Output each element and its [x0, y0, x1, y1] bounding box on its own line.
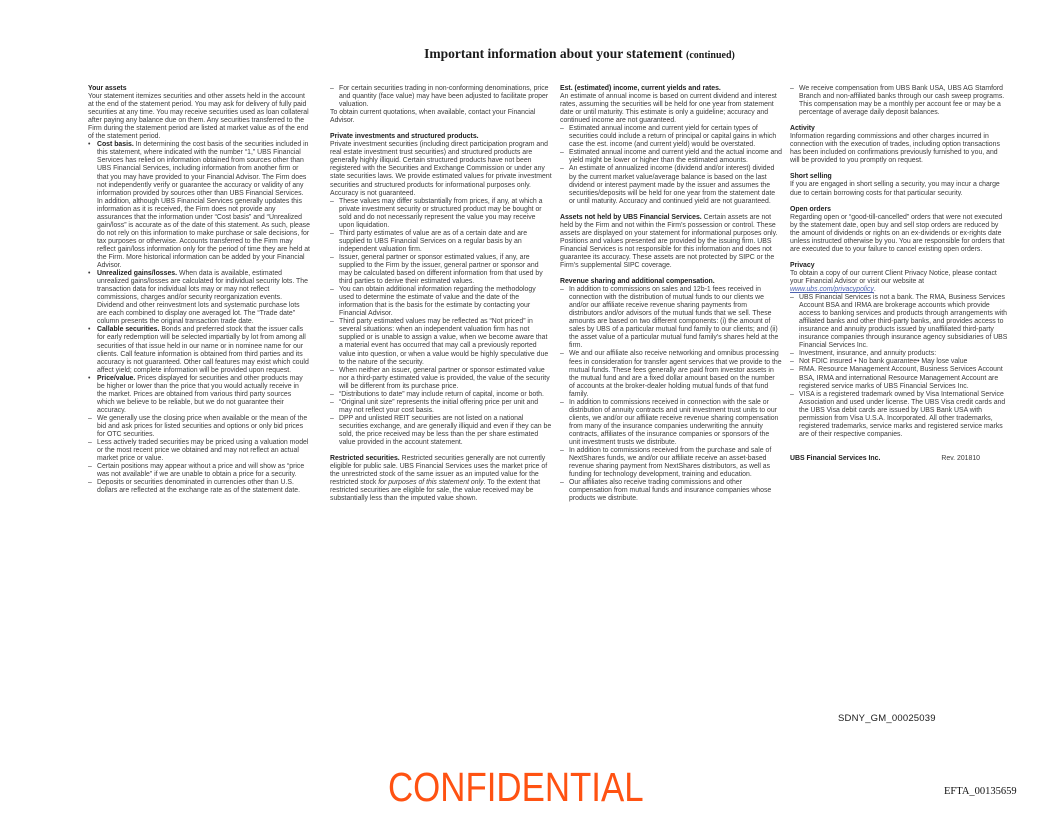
column-1: [88, 85, 310, 495]
text-run: These values may differ substantially from prices, if any, at which a private investment security or structured product may be bought or sold and do not necessarily represent the value you may receive upon liquidation.: [339, 197, 543, 229]
dash-marker: –: [330, 286, 334, 294]
section-heading: [790, 125, 1008, 133]
spacer: [330, 125, 552, 133]
dash-item: [330, 399, 552, 415]
text-run: Estimated annual income and current yield for certain types of securities could include a return of principal or capital gains in which case the est. income (and current yield) would be overstated.: [569, 125, 777, 149]
text-run: We receive compensation from UBS Bank USA, UBS AG Stamford Branch and non-affiliated banks through our cash sweep programs. This compensation may be a monthly per account fee or may be a percentage of average daily deposit balances.: [799, 85, 1005, 117]
text-run: Privacy: [790, 261, 815, 269]
text-run: Investment, insurance, and annuity products:: [799, 350, 937, 358]
dash-item: [88, 415, 310, 439]
paragraph: [88, 93, 310, 141]
bullet-marker: •: [88, 326, 91, 334]
page-title: [88, 46, 1039, 62]
text-run: Less actively traded securities may be priced using a valuation model or the most recent price we obtained and may not reflect an actual market price or value.: [97, 439, 309, 463]
text-run: Regarding open or “good-till-cancelled” orders that were not executed by the statement date, open buy and sell stop orders are reduced by the amount of dividends or rights on an ex-dividends or ex-rights date unless instructed otherwise by you. You are responsible for orders that are executed due to your failure to cancel existing open orders.: [790, 213, 1005, 253]
text-run: .: [873, 285, 876, 293]
column-4: [790, 85, 1008, 463]
text-run: To obtain a copy of our current Client Privacy Notice, please contact your Financial Advisor or visit our website at: [790, 269, 997, 285]
text-run: Issuer, general partner or sponsor estimated values, if any, are supplied to the Firm by the issuer, general partner or sponsor and may be calculated based on different information from that used by third parties to derive their estimated values.: [339, 253, 543, 286]
text-run: DPP and unlisted REIT securities are not listed on a national securities exchange, and are generally illiquid and even if they can be sold, the price received may be less than the per share estimated value provided in the account statement.: [339, 414, 552, 447]
text-run: If you are engaged in short selling a security, you may incur a charge due to certain borrowing costs for that particular security.: [790, 181, 1000, 197]
dash-item: [330, 85, 552, 109]
dash-item: [330, 254, 552, 286]
bates-stamp-sdny: SDNY_GM_00025039: [838, 713, 936, 724]
text-run: Third party estimates of value are as of a certain date and are supplied to UBS Financial Services on a regular basis by an independent valuation firm.: [339, 229, 528, 253]
text-run: Restricted securities generally are not currently eligible for public sale. UBS Financial Services uses the market price of the unrestricted stock of the same issuer as an imputed value for the restricted stock: [330, 455, 548, 487]
dash-item: [790, 358, 1008, 366]
bold-lead: Cost basis.: [97, 141, 136, 149]
text-run: Your assets: [88, 85, 127, 92]
paragraph: [560, 214, 782, 270]
paragraph: [790, 133, 1008, 165]
column-3: [560, 85, 782, 503]
page-title-main: Important information about your statement: [424, 46, 683, 61]
bullet-item: [88, 270, 310, 326]
text-run: Open orders: [790, 205, 831, 213]
text-run: Information regarding commissions and other charges incurred in connection with the execution of trades, including option transactions has been included on confirmations previously furnished to you, and will be provided to you promptly on request.: [790, 133, 1000, 165]
dash-item: [330, 367, 552, 391]
text-run: . To the extent that restricted securities are eligible for sale, the value received may be substantially less than the imputed value shown.: [330, 479, 541, 503]
text-run: Private investments and structured products.: [330, 133, 479, 141]
dash-marker: –: [790, 294, 794, 302]
text-run: Certain positions may appear without a price and will show as “price was not available” if we are unable to obtain a price for a security.: [97, 463, 305, 479]
paragraph: [560, 93, 782, 125]
text-run: Not FDIC insured • No bank guarantee• May lose value: [799, 358, 968, 366]
bullet-item: [88, 326, 310, 374]
page-title-continued: (continued): [685, 50, 735, 61]
text-run: When neither an issuer, general partner or sponsor estimated value nor a third-party estimated value is provided, the value of the security will be different from its purchase price.: [339, 366, 550, 390]
text-run: In addition to commissions received in connection with the sale or distribution of annuity contracts and unit investment trust units to our clients, we and/or our affiliate receive revenue sharing compensation from many of the insurance companies underwriting the annuity contracts, affiliates of the insurance companies or sponsors of the unit investment trusts we distribute.: [569, 398, 779, 446]
dash-marker: –: [560, 447, 564, 455]
dash-marker: –: [88, 463, 92, 471]
privacy-policy-link[interactable]: www.ubs.com/privacypolicy: [790, 285, 874, 293]
confidential-watermark: CONFIDENTIAL: [388, 764, 644, 810]
text-run: UBS Financial Services is not a bank. The RMA, Business Services Account BSA and IRMA are brokerage accounts which provide access to banking services and products through arrangements with affiliated banks and other third-party banks, and provides access to insurance and annuity products issued by unaffiliated third-party insurance companies through insurance agency subsidiaries of UBS Financial Services Inc.: [799, 294, 1008, 350]
text-run: Prices displayed for securities and other products may be higher or lower than the price that you would actually receive in the market. Prices are obtained from various third party sources which we believe to be reliable, but we do not guarantee their accuracy.: [97, 374, 303, 414]
dash-item: [790, 366, 1008, 390]
text-run: When data is available, estimated unrealized gains/losses are calculated for individual security lots. The transaction data for individual lots may or may not reflect commissions, charges and/or security reorganization events. Dividend and other reinvestment lots and systematic purchase lots are each combined to display one averaged lot. The “Trade date” column presents the original transaction trade date.: [97, 270, 308, 326]
dash-marker: –: [560, 149, 564, 157]
spacer: [330, 447, 552, 455]
dash-marker: –: [88, 414, 92, 422]
bullet-item: [88, 375, 310, 415]
text-run: Est. (estimated) income, current yields and rates.: [560, 85, 721, 92]
dash-marker: –: [88, 479, 92, 487]
column-2: [330, 85, 552, 503]
text-run: Your statement itemizes securities and other assets held in the account at the end of the statement period. You may ask for delivery of fully paid securities at any time. You may receive securities used as loan collateral after paying any balance due on them. Any securities transferred to the Firm during the statement period are listed at market value as of the end of the statement period.: [88, 93, 309, 141]
dash-item: [560, 125, 782, 149]
spacer: [790, 447, 1008, 455]
bold-lead: Unrealized gains/losses.: [97, 270, 179, 278]
bold-lead: Restricted securities.: [330, 455, 402, 463]
dash-marker: –: [330, 253, 334, 261]
text-run: Deposits or securities denominated in currencies other than U.S. dollars are reflected at the exchange rate as of the statement date.: [97, 479, 301, 495]
dash-item: [330, 415, 552, 447]
dash-item: [790, 350, 1008, 358]
text-run: Third party estimated values may be reflected as “Not priced” in several situations: when an independent valuation firm has not supplied or is unable to assign a value, when we become aware that a material event has occurred that may call a previously reported value into question, or when a value would be highly speculative due to the nature of the security.: [339, 318, 549, 366]
bold-lead: Assets not held by UBS Financial Services.: [560, 213, 704, 221]
bold-lead: Price/value.: [97, 374, 138, 382]
footer-revision: Rev. 201810: [941, 454, 980, 462]
bullet-marker: •: [88, 270, 91, 278]
text-run: Bonds and preferred stock that the issuer calls for early redemption will be selected impartially by lot from among all securities of that issue held in our name or in nominee name for our clients. Call feature information is obtained from third parties and its accuracy is not guaranteed. Other call features may exist which could affect yield; complete information will be provided upon request.: [97, 326, 309, 374]
dash-marker: –: [560, 286, 564, 294]
dash-marker: –: [560, 125, 564, 133]
section-heading: [88, 85, 310, 93]
dash-item: [88, 479, 310, 495]
spacer: [790, 165, 1008, 173]
text-run: Estimated annual income and current yield and the actual income and yield might be lower or higher than the estimated amounts.: [569, 149, 782, 165]
dash-item: [88, 463, 310, 479]
dash-marker: –: [560, 350, 564, 358]
paragraph: [790, 270, 1008, 294]
column-footer: [790, 455, 1008, 463]
text-run: for purposes of this statement only: [378, 479, 484, 487]
dash-marker: –: [330, 85, 334, 92]
text-run: An estimate of annualized income (dividend and/or interest) divided by the current market value/average balance is based on the last dividend or interest payment made by the issuer and assumes the securities/deposits will be held for one year from the statement date or until maturity. Accuracy and continued yield are not guaranteed.: [569, 165, 776, 205]
section-heading: [330, 133, 552, 141]
text-run: “Distributions to date” may include return of capital, income or both.: [339, 390, 544, 398]
dash-item: [330, 318, 552, 366]
dash-marker: –: [790, 350, 794, 358]
section-heading: [790, 262, 1008, 270]
paragraph: [330, 455, 552, 503]
dash-marker: –: [790, 358, 794, 366]
section-heading: [790, 206, 1008, 214]
dash-item: [790, 85, 1008, 117]
paragraph: [790, 181, 1008, 197]
dash-item: [330, 286, 552, 318]
dash-marker: –: [330, 197, 334, 205]
dash-item: [560, 447, 782, 479]
text-run: An estimate of annual income is based on current dividend and interest rates, assuming the securities will be held for one year from statement date or until maturity. This estimate is only a guideline; accuracy and continued income are not guaranteed.: [560, 93, 777, 125]
text-run: We and our affiliate also receive networking and omnibus processing fees in consideration for transfer agent services that we provide to the mutual funds. These fees generally are paid from investor assets in the mutual fund and are a fixed dollar amount based on the number of accounts at the broker-dealer holding mutual funds of that fund family.: [569, 350, 782, 398]
dash-item: [560, 286, 782, 350]
dash-item: [88, 439, 310, 463]
text-run: To obtain current quotations, when available, contact your Financial Advisor.: [330, 109, 536, 125]
dash-item: [560, 149, 782, 165]
text-run: Our affiliates also receive trading commissions and other compensation from mutual funds and insurance companies whose products we distribute.: [569, 479, 772, 503]
spacer: [790, 254, 1008, 262]
bold-lead: Callable securities.: [97, 326, 162, 334]
dash-item: [790, 391, 1008, 439]
text-run: In addition to commissions received from the purchase and sale of NextShares funds, we and/or our affiliate receive an asset-based revenue sharing payment from NextShares distributors, as well as funding for technology development, training and education.: [569, 447, 772, 479]
paragraph: [330, 141, 552, 197]
text-run: Revenue sharing and additional compensation.: [560, 278, 715, 286]
text-run: For certain securities trading in non-conforming denominations, price and quantity (face value) may have been adjusted to facilitate proper valuation.: [339, 85, 549, 109]
bullet-item: [88, 141, 310, 270]
bates-stamp-efta: EFTA_00135659: [944, 786, 1017, 797]
dash-marker: –: [88, 439, 92, 447]
paragraph: [330, 109, 552, 125]
text-run: You can obtain additional information regarding the methodology used to determine the estimate of value and the date of the information that is the basis for the estimate by contacting your Financial Advisor.: [339, 286, 536, 318]
dash-marker: –: [560, 398, 564, 406]
dash-marker: –: [330, 229, 334, 237]
text-run: In determining the cost basis of the securities included in this statement, where indicated with the number “1,” UBS Financial Services has relied on information obtained from sources other than UBS Financial Services, including information from another firm or that you may have provided to your Financial Advisor. The Firm does not independently verify or guarantee the accuracy or validity of any information provided by sources other than UBS Financial Services. In addition, although UBS Financial Services generally updates this information as it is received, the Firm does not provide any assurances that the information under “Cost basis” and “Unrealized gain/loss” is accurate as of the date of this statement. As such, please do not rely on this information to make purchase or sale decisions, for tax purposes or otherwise. Accounts transferred to the Firm may reflect gain/loss information only for the period of time they are held at the Firm. More historical information can be added by your Financial Advisor.: [97, 141, 310, 270]
text-run: RMA. Resource Management Account, Business Services Account BSA, IRMA and international Resource Management Account are registered service marks of UBS Financial Services Inc.: [799, 366, 1003, 390]
dash-marker: –: [330, 318, 334, 326]
section-heading: [790, 173, 1008, 181]
spacer: [560, 270, 782, 278]
text-run: Activity: [790, 125, 815, 133]
spacer: [790, 439, 1008, 447]
dash-marker: –: [330, 366, 334, 374]
dash-item: [330, 198, 552, 230]
text-run: We generally use the closing price when available or the mean of the bid and ask prices for listed securities and options or only bid prices for OTC securities.: [97, 414, 308, 439]
dash-marker: –: [790, 366, 794, 374]
dash-item: [560, 165, 782, 205]
dash-item: [560, 399, 782, 447]
dash-item: [330, 391, 552, 399]
text-run: Certain assets are not held by the Firm and not within the Firm’s possession or control. These assets are displayed on your statement for informational purposes only. Positions and values presented are provided by the issuing firm. UBS Financial Services is not responsible for this information and does not guarantee its accuracy. These assets are not protected by SIPC or the Firm’s supplemental SIPC coverage.: [560, 213, 778, 269]
bullet-marker: •: [88, 141, 91, 149]
paragraph: [790, 214, 1008, 254]
section-heading: [560, 278, 782, 286]
section-heading: [560, 85, 782, 93]
dash-marker: –: [330, 390, 334, 398]
text-run: “Original unit size” represents the initial offering price per unit and may not reflect your cost basis.: [339, 398, 539, 414]
dash-item: [560, 479, 782, 503]
dash-item: [790, 294, 1008, 350]
dash-marker: –: [560, 479, 564, 487]
dash-item: [560, 350, 782, 398]
dash-marker: –: [560, 165, 564, 173]
bullet-marker: •: [88, 374, 91, 382]
dash-marker: –: [790, 85, 794, 92]
dash-marker: –: [330, 398, 334, 406]
dash-marker: –: [330, 414, 334, 422]
spacer: [560, 206, 782, 214]
dash-item: [330, 230, 552, 254]
text-run: In addition to commissions on sales and 12b-1 fees received in connection with the distribution of mutual funds to our clients we and/or our affiliate receive revenue sharing payments from distributors and/or advisors of the mutual funds that we sell. These amounts are based on two different components: (i) the amount of sales by UBS of a particular mutual fund family to our clients; and (ii) the asset value of a particular mutual fund family’s shares held at the firm.: [569, 286, 779, 350]
text-run: Short selling: [790, 173, 832, 181]
text-run: VISA is a registered trademark owned by Visa International Service Association and used under license. The UBS Visa credit cards and the UBS Visa debit cards are issued by UBS Bank USA with permission from Visa U.S.A. Incorporated. All other trademarks, registered trademarks, service marks and registered service marks are of their respective companies.: [799, 390, 1006, 438]
dash-marker: –: [790, 390, 794, 398]
text-run: Private investment securities (including direct participation program and real estate investment trust securities) and structured products are generally highly illiquid. Certain structured products have not been registered with the Securities and Exchange Commission or under any state securities laws. We provide estimated values for private investment securities and structured products for informational purposes only. Accuracy is not guaranteed.: [330, 141, 552, 197]
footer-company: UBS Financial Services Inc.: [790, 454, 881, 462]
spacer: [790, 198, 1008, 206]
spacer: [790, 117, 1008, 125]
